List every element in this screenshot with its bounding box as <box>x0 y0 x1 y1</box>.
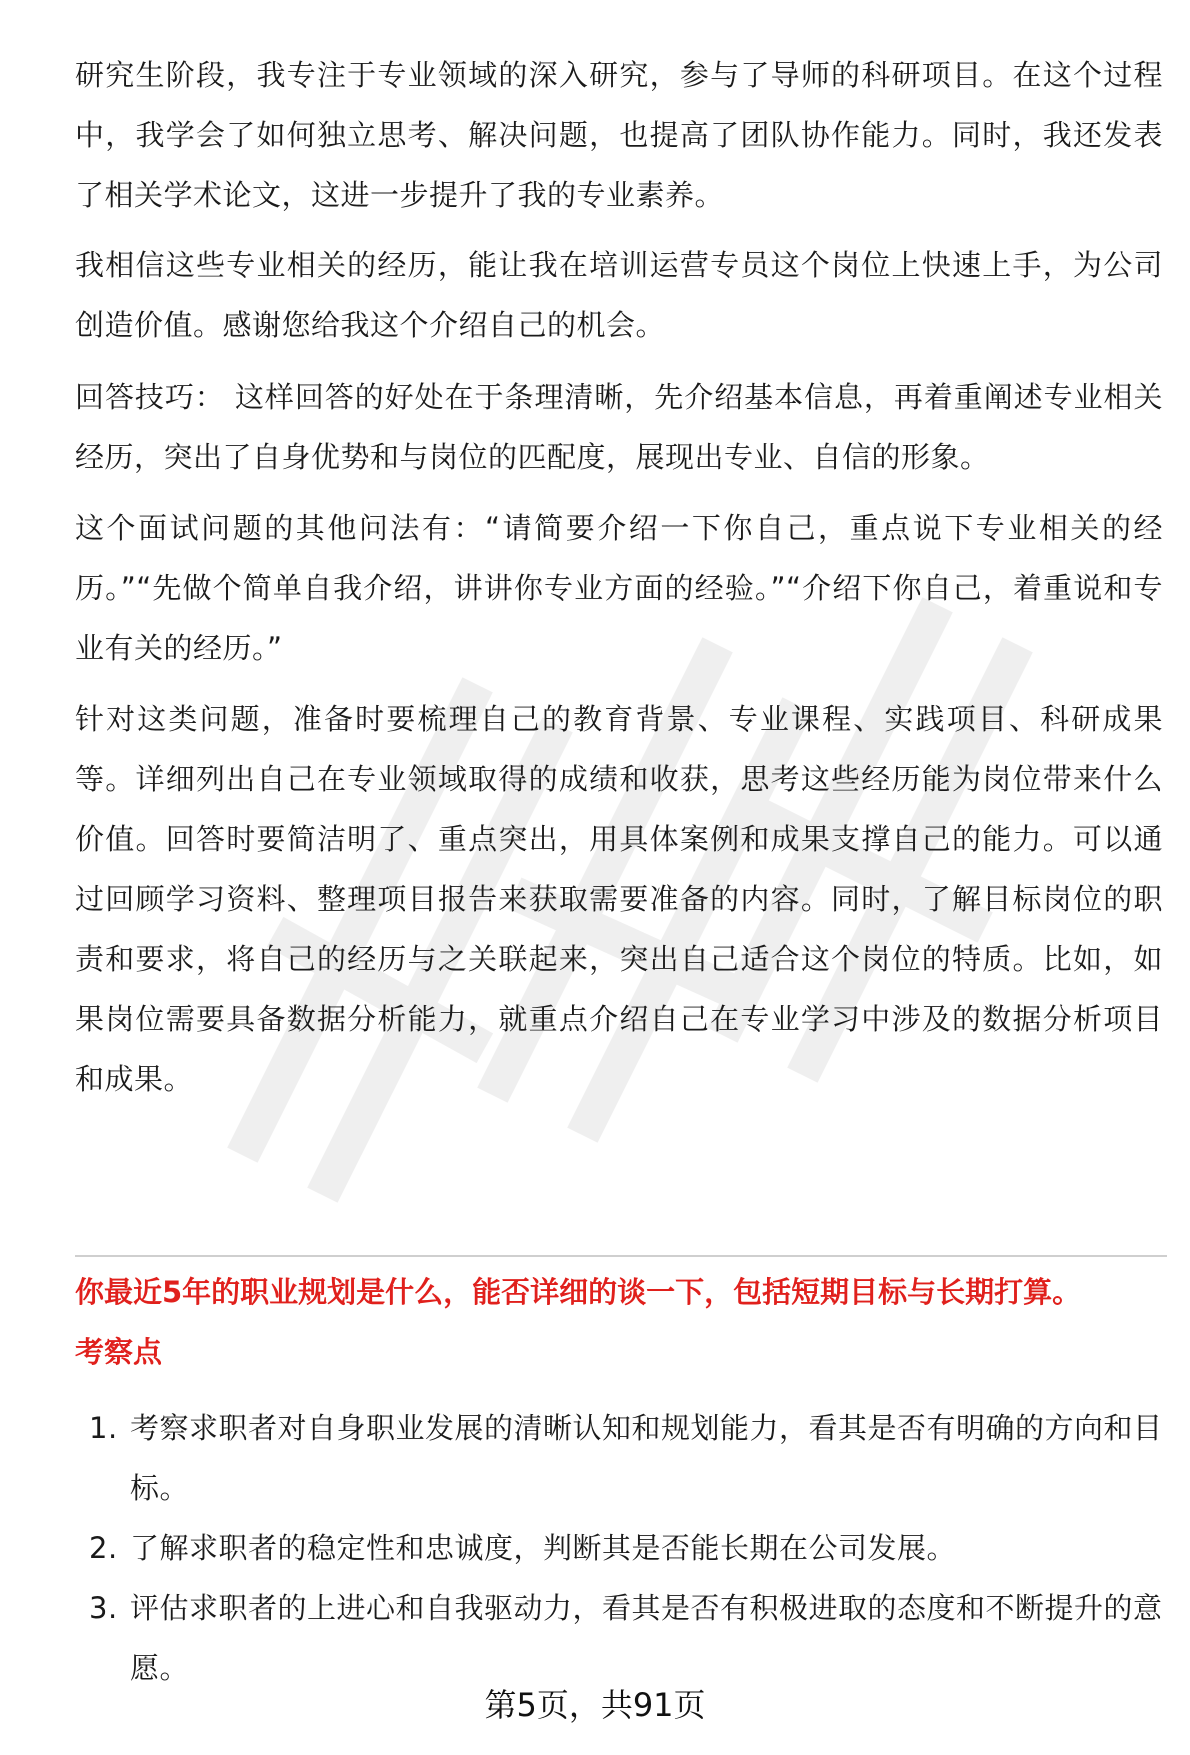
list-item-text: 考察求职者对自身职业发展的清晰认知和规划能力，看其是否有明确的方向和目标。 <box>130 1411 1163 1505</box>
assessment-points-label: 考察点 <box>75 1335 163 1369</box>
list-item <box>75 1398 1163 1518</box>
paragraph-conclusion: 我相信这些专业相关的经历，能让我在培训运营专员这个岗位上快速上手，为公司创造价值。感谢您给我这个介绍自己的机会。 <box>75 248 1163 342</box>
list-item-number: 2. <box>89 1531 118 1565</box>
paragraph-alternative-phrasings: 这个面试问题的其他问法有：“请简要介绍一下你自己，重点说下专业相关的经历。”“先做个简单自我介绍，讲讲你专业方面的经验。”“介绍下你自己，着重说和专业有关的经历。” <box>75 511 1163 665</box>
interview-question-heading: 你最近5年的职业规划是什么，能否详细的谈一下，包括短期目标与长期打算。 <box>75 1275 1082 1309</box>
paragraph-answer-tips: 回答技巧： 这样回答的好处在于条理清晰，先介绍基本信息，再着重阐述专业相关经历，突出了自身优势和与岗位的匹配度，展现出专业、自信的形象。 <box>75 380 1163 474</box>
list-item <box>75 1578 1163 1698</box>
paragraph-preparation-advice: 针对这类问题，准备时要梳理自己的教育背景、专业课程、实践项目、科研成果等。详细列出自己在专业领域取得的成绩和收获，思考这些经历能为岗位带来什么价值。回答时要简洁明了、重点突出，用具体案例和成果支撑自己的能力。可以通过回顾学习资料、整理项目报告来获取需要准备的内容。同时，了解目标岗位的职责和要求，将自己的经历与之关联起来，突出自己适合这个岗位的特质。比如，如果岗位需要具备数据分析能力，就重点介绍自己在专业学习中涉及的数据分析项目和成果。 <box>75 702 1163 1096</box>
list-item-number: 1. <box>89 1411 118 1445</box>
paragraph-graduate-stage: 研究生阶段，我专注于专业领域的深入研究，参与了导师的科研项目。在这个过程中，我学会了如何独立思考、解决问题，也提高了团队协作能力。同时，我还发表了相关学术论文，这进一步提升了我的专业素养。 <box>75 58 1163 212</box>
page-number-footer: 第5页，共91页 <box>484 1686 706 1724</box>
list-item <box>75 1518 1163 1578</box>
section-divider <box>75 1255 1167 1257</box>
list-item-text: 了解求职者的稳定性和忠诚度，判断其是否能长期在公司发展。 <box>130 1531 957 1565</box>
list-item-text: 评估求职者的上进心和自我驱动力，看其是否有积极进取的态度和不断提升的意愿。 <box>130 1591 1163 1685</box>
list-item-number: 3. <box>89 1591 118 1625</box>
assessment-points-list <box>75 1398 1163 1698</box>
